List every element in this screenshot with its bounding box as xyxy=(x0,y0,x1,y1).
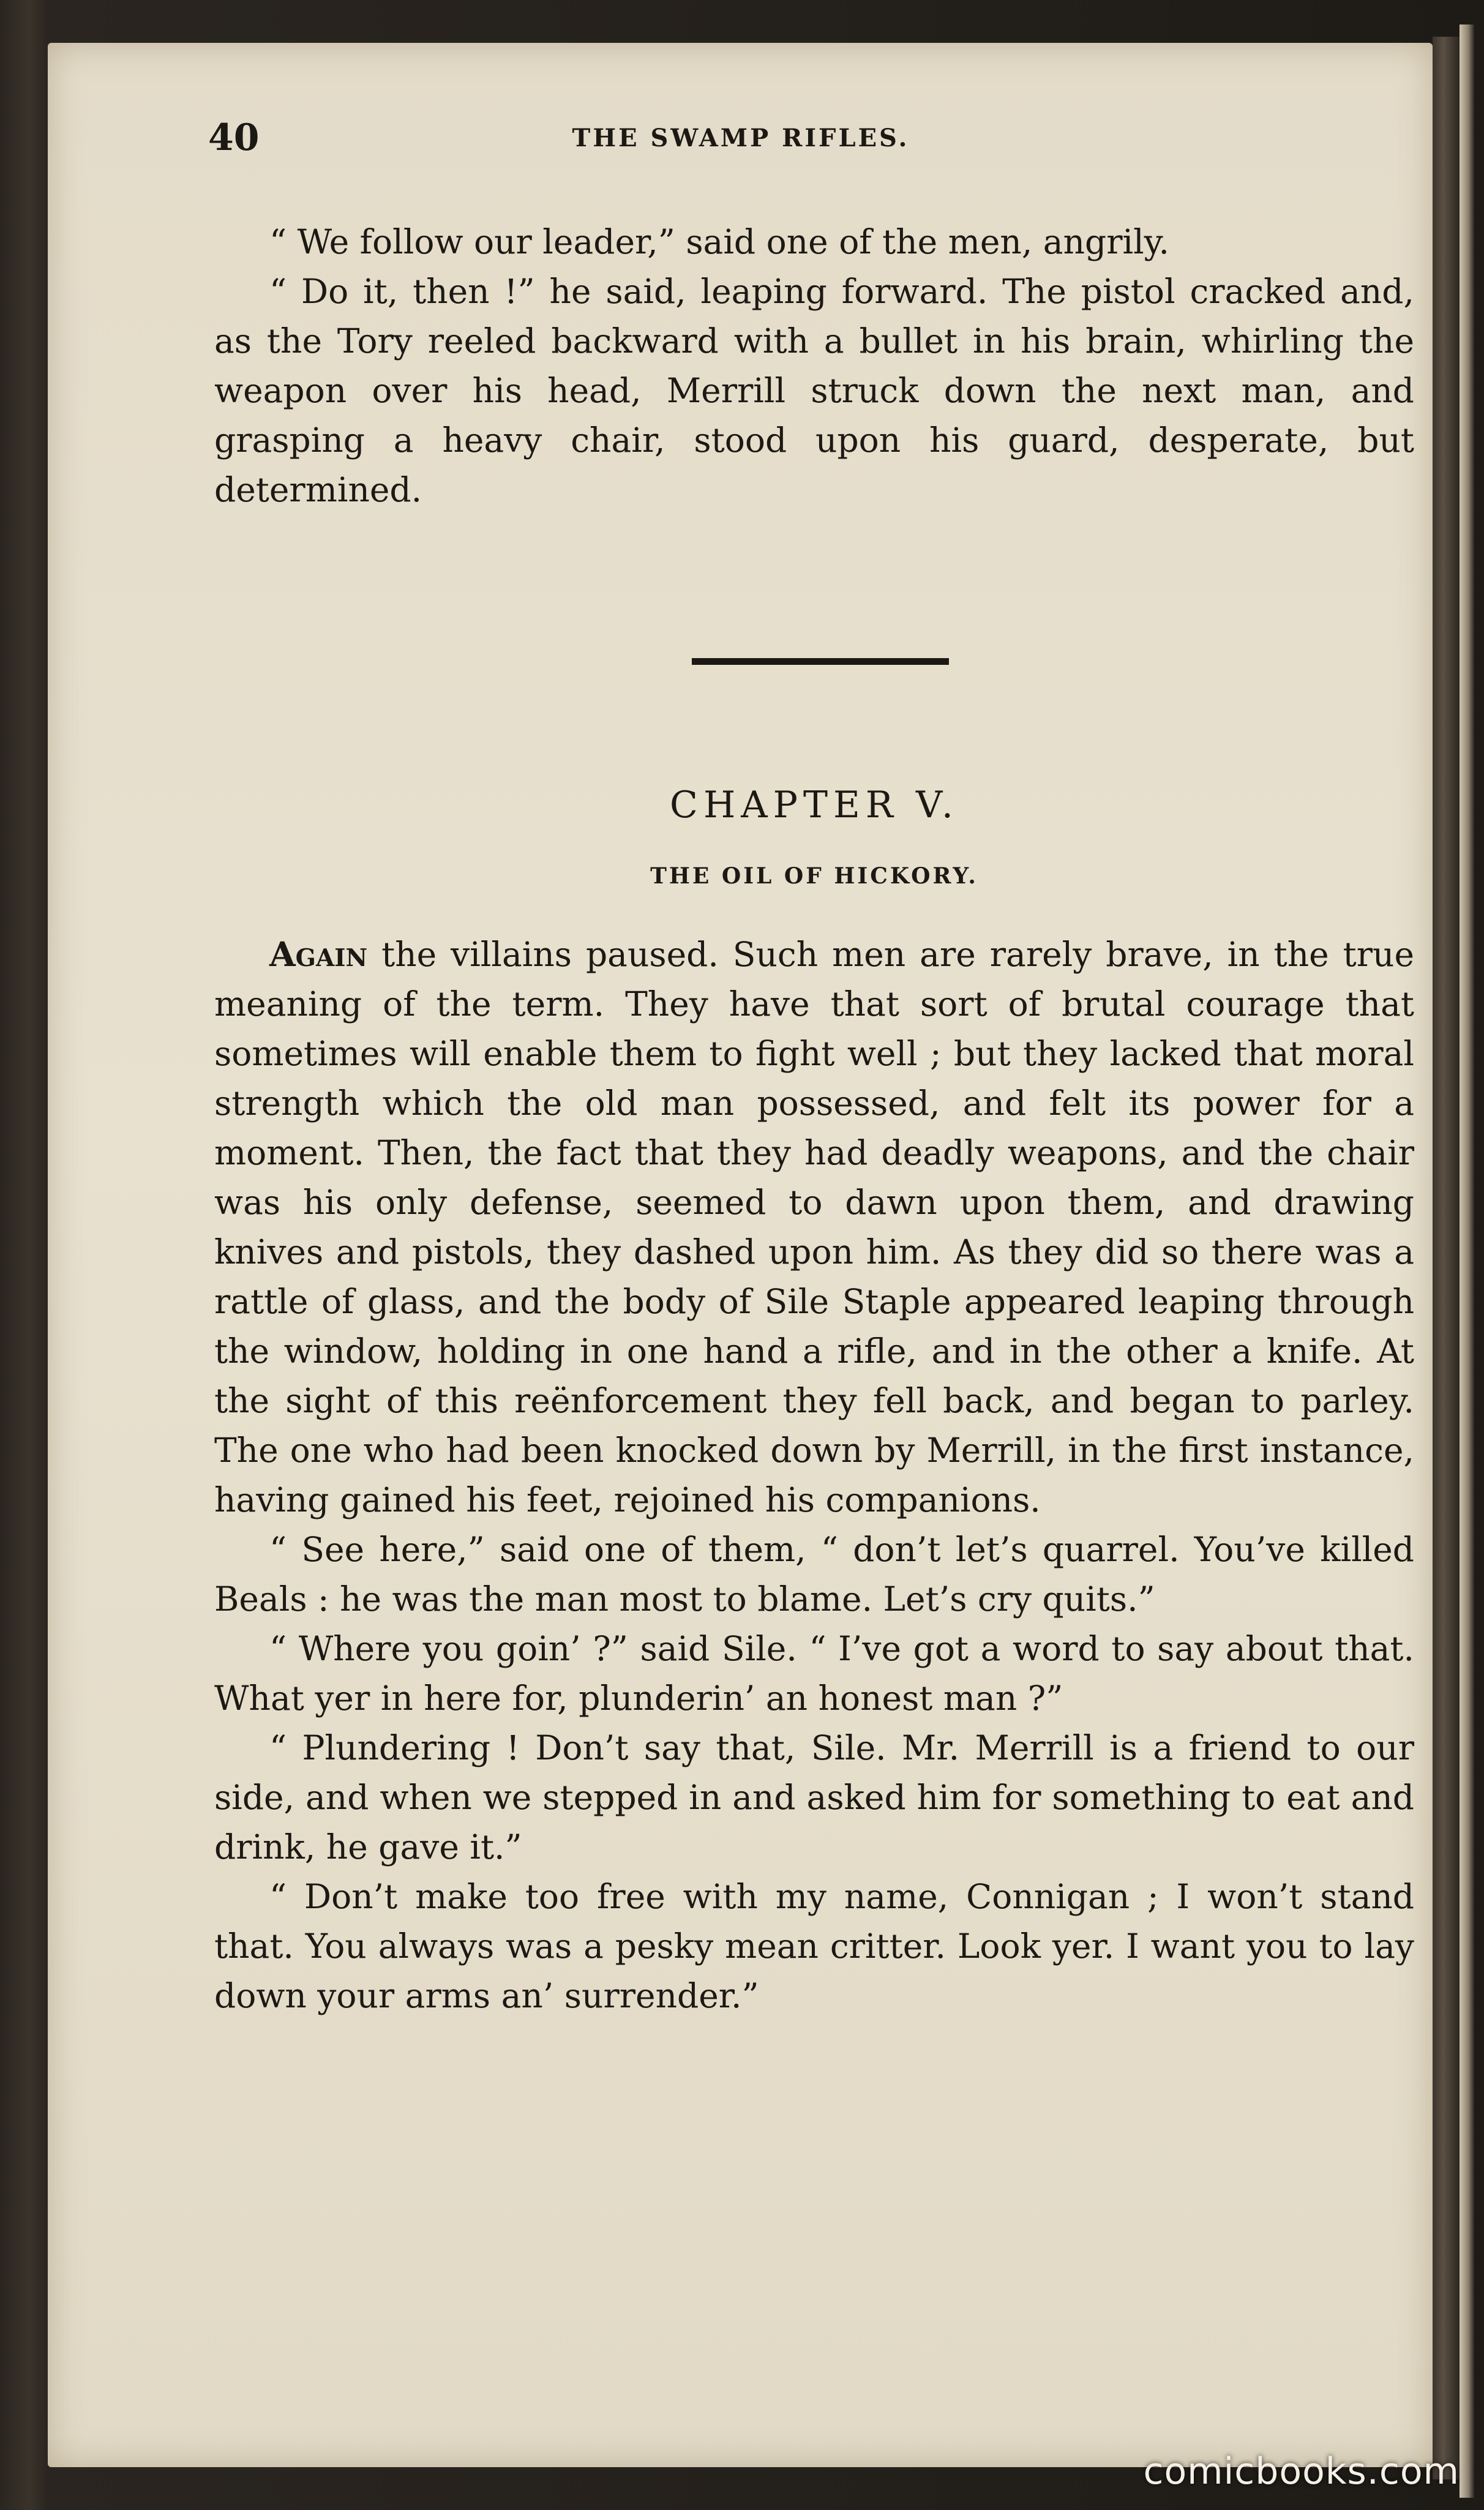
book-spine-edge xyxy=(1433,37,1460,2479)
paragraph: “ See here,” said one of them, “ don’t let’s quarrel. You’ve killed Beals : he was the man most to blame. Let’s cry quits.” xyxy=(214,1530,1414,1619)
chapter-title: CHAPTER V. xyxy=(670,784,959,826)
page-stack-edge xyxy=(1460,24,1474,2498)
paragraph: “ Plundering ! Don’t say that, Sile. Mr. Merrill is a friend to our side, and when we stepped in and asked him for something to eat and drink, he gave it.” xyxy=(214,1728,1414,1867)
lead-word: Again xyxy=(269,934,368,974)
paragraph: “ Where you goin’ ?” said Sile. “ I’ve got a word to say about that. What yer in here for, plunderin’ an honest man ?” xyxy=(214,1629,1414,1718)
paragraph: “ Don’t make too free with my name, Connigan ; I won’t stand that. You always was a pesky mean critter. Look yer. I want you to lay down your arms an’ surrender.” xyxy=(214,1877,1414,2015)
section-rule xyxy=(692,658,949,665)
chapter-subtitle: THE OIL OF HICKORY. xyxy=(650,863,978,889)
page-number: 40 xyxy=(208,116,260,159)
chapter-text-block xyxy=(214,929,1414,2021)
watermark-text: comicbooks.com xyxy=(1143,2450,1460,2493)
paragraph: “ We follow our leader,” said one of the men, angrily. xyxy=(269,222,1169,261)
paragraph: “ Do it, then !” he said, leaping forward. The pistol cracked and, as the Tory reeled backward with a bullet in his brain, whirling the weapon over his head, Merrill struck down the next man, and grasping a heavy chair, stood upon his guard, desperate, but determined. xyxy=(214,272,1414,509)
paragraph xyxy=(214,929,1414,1525)
paragraph-text: the villains paused. Such men are rarely brave, in the true meaning of the term. They have that sort of brutal courage that sometimes will enable them to fight well ; but they lacked that moral strength which the old man possessed, and felt its power for a moment. Then, the fact that they had deadly weapons, and the chair was his only defense, seemed to dawn upon them, and drawing knives and pistols, they dashed upon him. As they did so there was a rattle of glass, and the body of Sile Staple appeared leaping through the window, holding in one hand a rifle, and in the other a knife. At the sight of this reënforcement they fell back, and began to parley. The one who had been knocked down by Merrill, in the first instance, having gained his feet, rejoined his companions. xyxy=(214,935,1414,1519)
top-text-block xyxy=(214,217,1414,515)
running-head xyxy=(165,116,1316,165)
running-title: THE SWAMP RIFLES. xyxy=(572,124,910,152)
